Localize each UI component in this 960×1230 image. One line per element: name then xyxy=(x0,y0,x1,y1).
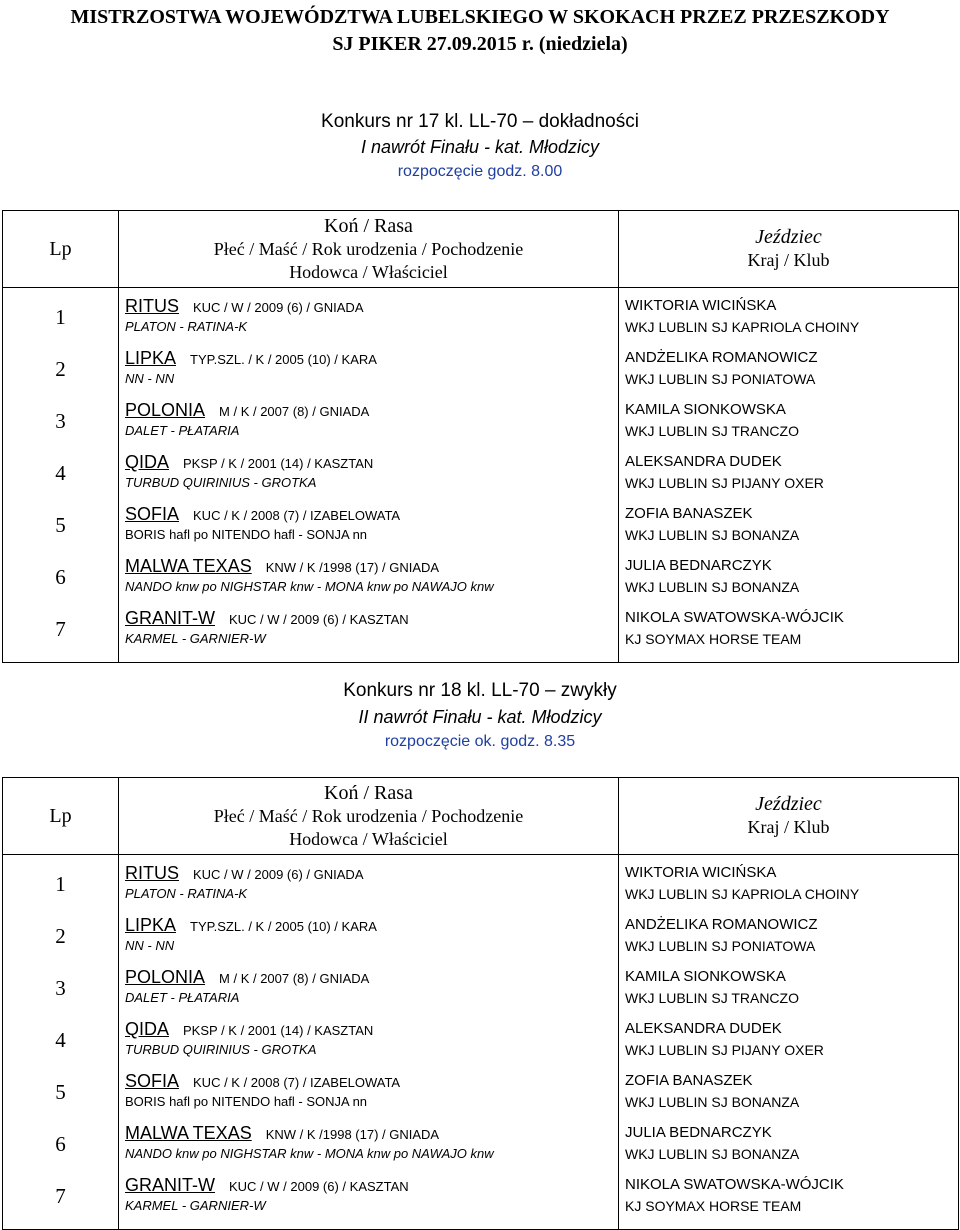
rider-entry xyxy=(625,399,958,451)
entry-number: 2 xyxy=(55,924,66,948)
competition-subtitle: I nawrót Finału - kat. Młodzicy xyxy=(360,137,600,157)
horse-name: QIDA xyxy=(125,452,170,472)
horse-name: MALWA TEXAS xyxy=(125,1123,252,1143)
column-header-horse xyxy=(119,778,619,855)
horse-column xyxy=(119,288,619,663)
horse-pedigree: DALET - PŁATARIA xyxy=(125,990,240,1005)
horse-details: KUC / K / 2008 (7) / IZABELOWATA xyxy=(193,1075,401,1090)
horse-details: PKSP / K / 2001 (14) / KASZTAN xyxy=(183,1023,374,1038)
rider-name: ANDŻELIKA ROMANOWICZ xyxy=(625,916,818,933)
rider-entry xyxy=(625,503,958,555)
rider-entry xyxy=(625,607,958,659)
rider-club: KJ SOYMAX HORSE TEAM xyxy=(625,631,802,647)
horse-pedigree: DALET - PŁATARIA xyxy=(125,423,240,438)
horse-name: POLONIA xyxy=(125,400,206,420)
entry-number: 5 xyxy=(55,513,66,537)
horse-pedigree: TURBUD QUIRINIUS - GROTKA xyxy=(125,1042,317,1057)
rider-name: WIKTORIA WICIŃSKA xyxy=(625,864,777,881)
horse-pedigree: NN - NN xyxy=(125,371,175,386)
entry-number: 5 xyxy=(55,1080,66,1104)
horse-entry xyxy=(125,1174,618,1226)
horse-details: M / K / 2007 (8) / GNIADA xyxy=(219,971,370,986)
rider-entry xyxy=(625,1122,958,1174)
horse-entry xyxy=(125,1122,618,1174)
start-list-table xyxy=(2,210,959,663)
horse-name: SOFIA xyxy=(125,504,180,524)
competition-subtitle: II nawrót Finału - kat. Młodzicy xyxy=(358,707,602,727)
rider-entry xyxy=(625,1018,958,1070)
column-header-rider xyxy=(619,211,959,288)
entry-number: 3 xyxy=(55,976,66,1000)
rider-name: JULIA BEDNARCZYK xyxy=(625,1124,772,1141)
rider-entry xyxy=(625,1070,958,1122)
entry-number: 6 xyxy=(55,1132,66,1156)
header-horse-line: Płeć / Maść / Rok urodzenia / Pochodzenie xyxy=(213,805,524,826)
rider-name: ANDŻELIKA ROMANOWICZ xyxy=(625,349,818,366)
header-horse-line: Hodowca / Właściciel xyxy=(289,828,448,849)
horse-details: TYP.SZL. / K / 2005 (10) / KARA xyxy=(190,352,377,367)
horse-entry xyxy=(125,914,618,966)
rider-name: ALEKSANDRA DUDEK xyxy=(625,1020,782,1037)
horse-entry xyxy=(125,555,618,607)
horse-pedigree: NANDO knw po NIGHSTAR knw - MONA knw po NAWAJO knw xyxy=(125,579,494,594)
table-header-row xyxy=(3,211,959,288)
horse-name: LIPKA xyxy=(125,348,177,368)
rider-name: KAMILA SIONKOWSKA xyxy=(625,968,786,985)
horse-pedigree: NANDO knw po NIGHSTAR knw - MONA knw po NAWAJO knw xyxy=(125,1146,494,1161)
horse-entry xyxy=(125,1070,618,1122)
horse-name: LIPKA xyxy=(125,915,177,935)
horse-details: KNW / K /1998 (17) / GNIADA xyxy=(265,560,440,575)
start-list-table xyxy=(2,777,959,1230)
horse-pedigree: BORIS hafl po NITENDO hafl - SONJA nn xyxy=(125,527,368,542)
entry-number: 1 xyxy=(55,305,66,329)
horse-details: KUC / W / 2009 (6) / GNIADA xyxy=(193,300,364,315)
horse-details: KNW / K /1998 (17) / GNIADA xyxy=(265,1127,440,1142)
rider-entry xyxy=(625,914,958,966)
horse-pedigree: TURBUD QUIRINIUS - GROTKA xyxy=(125,475,317,490)
rider-entry xyxy=(625,347,958,399)
header-horse-line: Płeć / Maść / Rok urodzenia / Pochodzenie xyxy=(213,238,524,259)
rider-entry xyxy=(625,451,958,503)
competition-title: Konkurs nr 17 kl. LL-70 – dokładności xyxy=(321,111,639,132)
horse-pedigree: NN - NN xyxy=(125,938,175,953)
horse-name: RITUS xyxy=(125,296,179,316)
horse-entry xyxy=(125,862,618,914)
table-body-row xyxy=(3,288,959,663)
horse-name: MALWA TEXAS xyxy=(125,556,252,576)
horse-entry xyxy=(125,503,618,555)
rider-club: WKJ LUBLIN SJ TRANCZO xyxy=(625,423,799,439)
horse-details: TYP.SZL. / K / 2005 (10) / KARA xyxy=(190,919,377,934)
horse-entry xyxy=(125,1018,618,1070)
rider-club: WKJ LUBLIN SJ BONANZA xyxy=(625,527,800,543)
lp-column xyxy=(3,855,119,1230)
entry-number: 2 xyxy=(55,357,66,381)
rider-column xyxy=(619,288,959,663)
rider-club: KJ SOYMAX HORSE TEAM xyxy=(625,1198,802,1214)
rider-club: WKJ LUBLIN SJ BONANZA xyxy=(625,1094,800,1110)
horse-name: QIDA xyxy=(125,1019,170,1039)
horse-details: PKSP / K / 2001 (14) / KASZTAN xyxy=(183,456,374,471)
rider-entry xyxy=(625,1174,958,1226)
header-rider-line: Kraj / Klub xyxy=(747,250,830,270)
rider-name: NIKOLA SWATOWSKA-WÓJCIK xyxy=(625,1176,844,1193)
rider-club: WKJ LUBLIN SJ KAPRIOLA CHOINY xyxy=(625,319,860,335)
table-header-row xyxy=(3,778,959,855)
horse-name: GRANIT-W xyxy=(125,1175,215,1195)
horse-details: KUC / K / 2008 (7) / IZABELOWATA xyxy=(193,508,401,523)
rider-name: ZOFIA BANASZEK xyxy=(625,1072,753,1089)
header-rider-line: Kraj / Klub xyxy=(747,817,830,837)
horse-details: M / K / 2007 (8) / GNIADA xyxy=(219,404,370,419)
rider-club: WKJ LUBLIN SJ KAPRIOLA CHOINY xyxy=(625,886,860,902)
horse-pedigree: PLATON - RATINA-K xyxy=(125,319,248,334)
horse-entry xyxy=(125,399,618,451)
horse-pedigree: BORIS hafl po NITENDO hafl - SONJA nn xyxy=(125,1094,368,1109)
header-rider-line: Jeździec xyxy=(755,793,822,815)
rider-entry xyxy=(625,555,958,607)
horse-entry xyxy=(125,295,618,347)
rider-club: WKJ LUBLIN SJ PONIATOWA xyxy=(625,371,816,387)
entry-number: 1 xyxy=(55,872,66,896)
competition-title: Konkurs nr 18 kl. LL-70 – zwykły xyxy=(343,680,617,701)
table-body-row xyxy=(3,855,959,1230)
entry-number: 6 xyxy=(55,565,66,589)
rider-name: JULIA BEDNARCZYK xyxy=(625,557,772,574)
rider-club: WKJ LUBLIN SJ PIJANY OXER xyxy=(625,1042,824,1058)
horse-entry xyxy=(125,347,618,399)
entry-number: 4 xyxy=(55,461,66,485)
rider-name: WIKTORIA WICIŃSKA xyxy=(625,297,777,314)
horse-name: SOFIA xyxy=(125,1071,180,1091)
rider-entry xyxy=(625,966,958,1018)
competition-start-time: rozpoczęcie ok. godz. 8.35 xyxy=(384,733,576,750)
horse-entry xyxy=(125,966,618,1018)
horse-name: RITUS xyxy=(125,863,179,883)
header-horse-line: Koń / Rasa xyxy=(324,781,413,804)
rider-entry xyxy=(625,862,958,914)
horse-pedigree: KARMEL - GARNIER-W xyxy=(125,631,266,646)
horse-column xyxy=(119,855,619,1230)
rider-name: KAMILA SIONKOWSKA xyxy=(625,401,786,418)
horse-pedigree: PLATON - RATINA-K xyxy=(125,886,248,901)
rider-name: ZOFIA BANASZEK xyxy=(625,505,753,522)
rider-club: WKJ LUBLIN SJ PONIATOWA xyxy=(625,938,816,954)
rider-name: NIKOLA SWATOWSKA-WÓJCIK xyxy=(625,609,844,626)
entry-number: 4 xyxy=(55,1028,66,1052)
document-title: MISTRZOSTWA WOJEWÓDZTWA LUBELSKIEGO W SKOKACH PRZEZ PRZESZKODY xyxy=(70,6,890,28)
column-header-lp: Lp xyxy=(3,211,119,288)
horse-name: GRANIT-W xyxy=(125,608,215,628)
competition-start-time: rozpoczęcie godz. 8.00 xyxy=(397,163,563,180)
horse-name: POLONIA xyxy=(125,967,206,987)
horse-details: KUC / W / 2009 (6) / GNIADA xyxy=(193,867,364,882)
header-horse-line: Koń / Rasa xyxy=(324,214,413,237)
entry-number: 7 xyxy=(55,1184,66,1208)
entry-number: 7 xyxy=(55,617,66,641)
header-rider-line: Jeździec xyxy=(755,226,822,248)
header-horse-line: Hodowca / Właściciel xyxy=(289,261,448,282)
horse-details: KUC / W / 2009 (6) / KASZTAN xyxy=(229,612,409,627)
rider-column xyxy=(619,855,959,1230)
rider-club: WKJ LUBLIN SJ TRANCZO xyxy=(625,990,799,1006)
horse-details: KUC / W / 2009 (6) / KASZTAN xyxy=(229,1179,409,1194)
rider-club: WKJ LUBLIN SJ PIJANY OXER xyxy=(625,475,824,491)
rider-entry xyxy=(625,295,958,347)
column-header-rider xyxy=(619,778,959,855)
event-date: SJ PIKER 27.09.2015 r. (niedziela) xyxy=(332,33,628,55)
horse-pedigree: KARMEL - GARNIER-W xyxy=(125,1198,266,1213)
lp-column xyxy=(3,288,119,663)
horse-entry xyxy=(125,607,618,659)
rider-name: ALEKSANDRA DUDEK xyxy=(625,453,782,470)
entry-number: 3 xyxy=(55,409,66,433)
rider-club: WKJ LUBLIN SJ BONANZA xyxy=(625,579,800,595)
column-header-lp: Lp xyxy=(3,778,119,855)
column-header-horse xyxy=(119,211,619,288)
rider-club: WKJ LUBLIN SJ BONANZA xyxy=(625,1146,800,1162)
horse-entry xyxy=(125,451,618,503)
